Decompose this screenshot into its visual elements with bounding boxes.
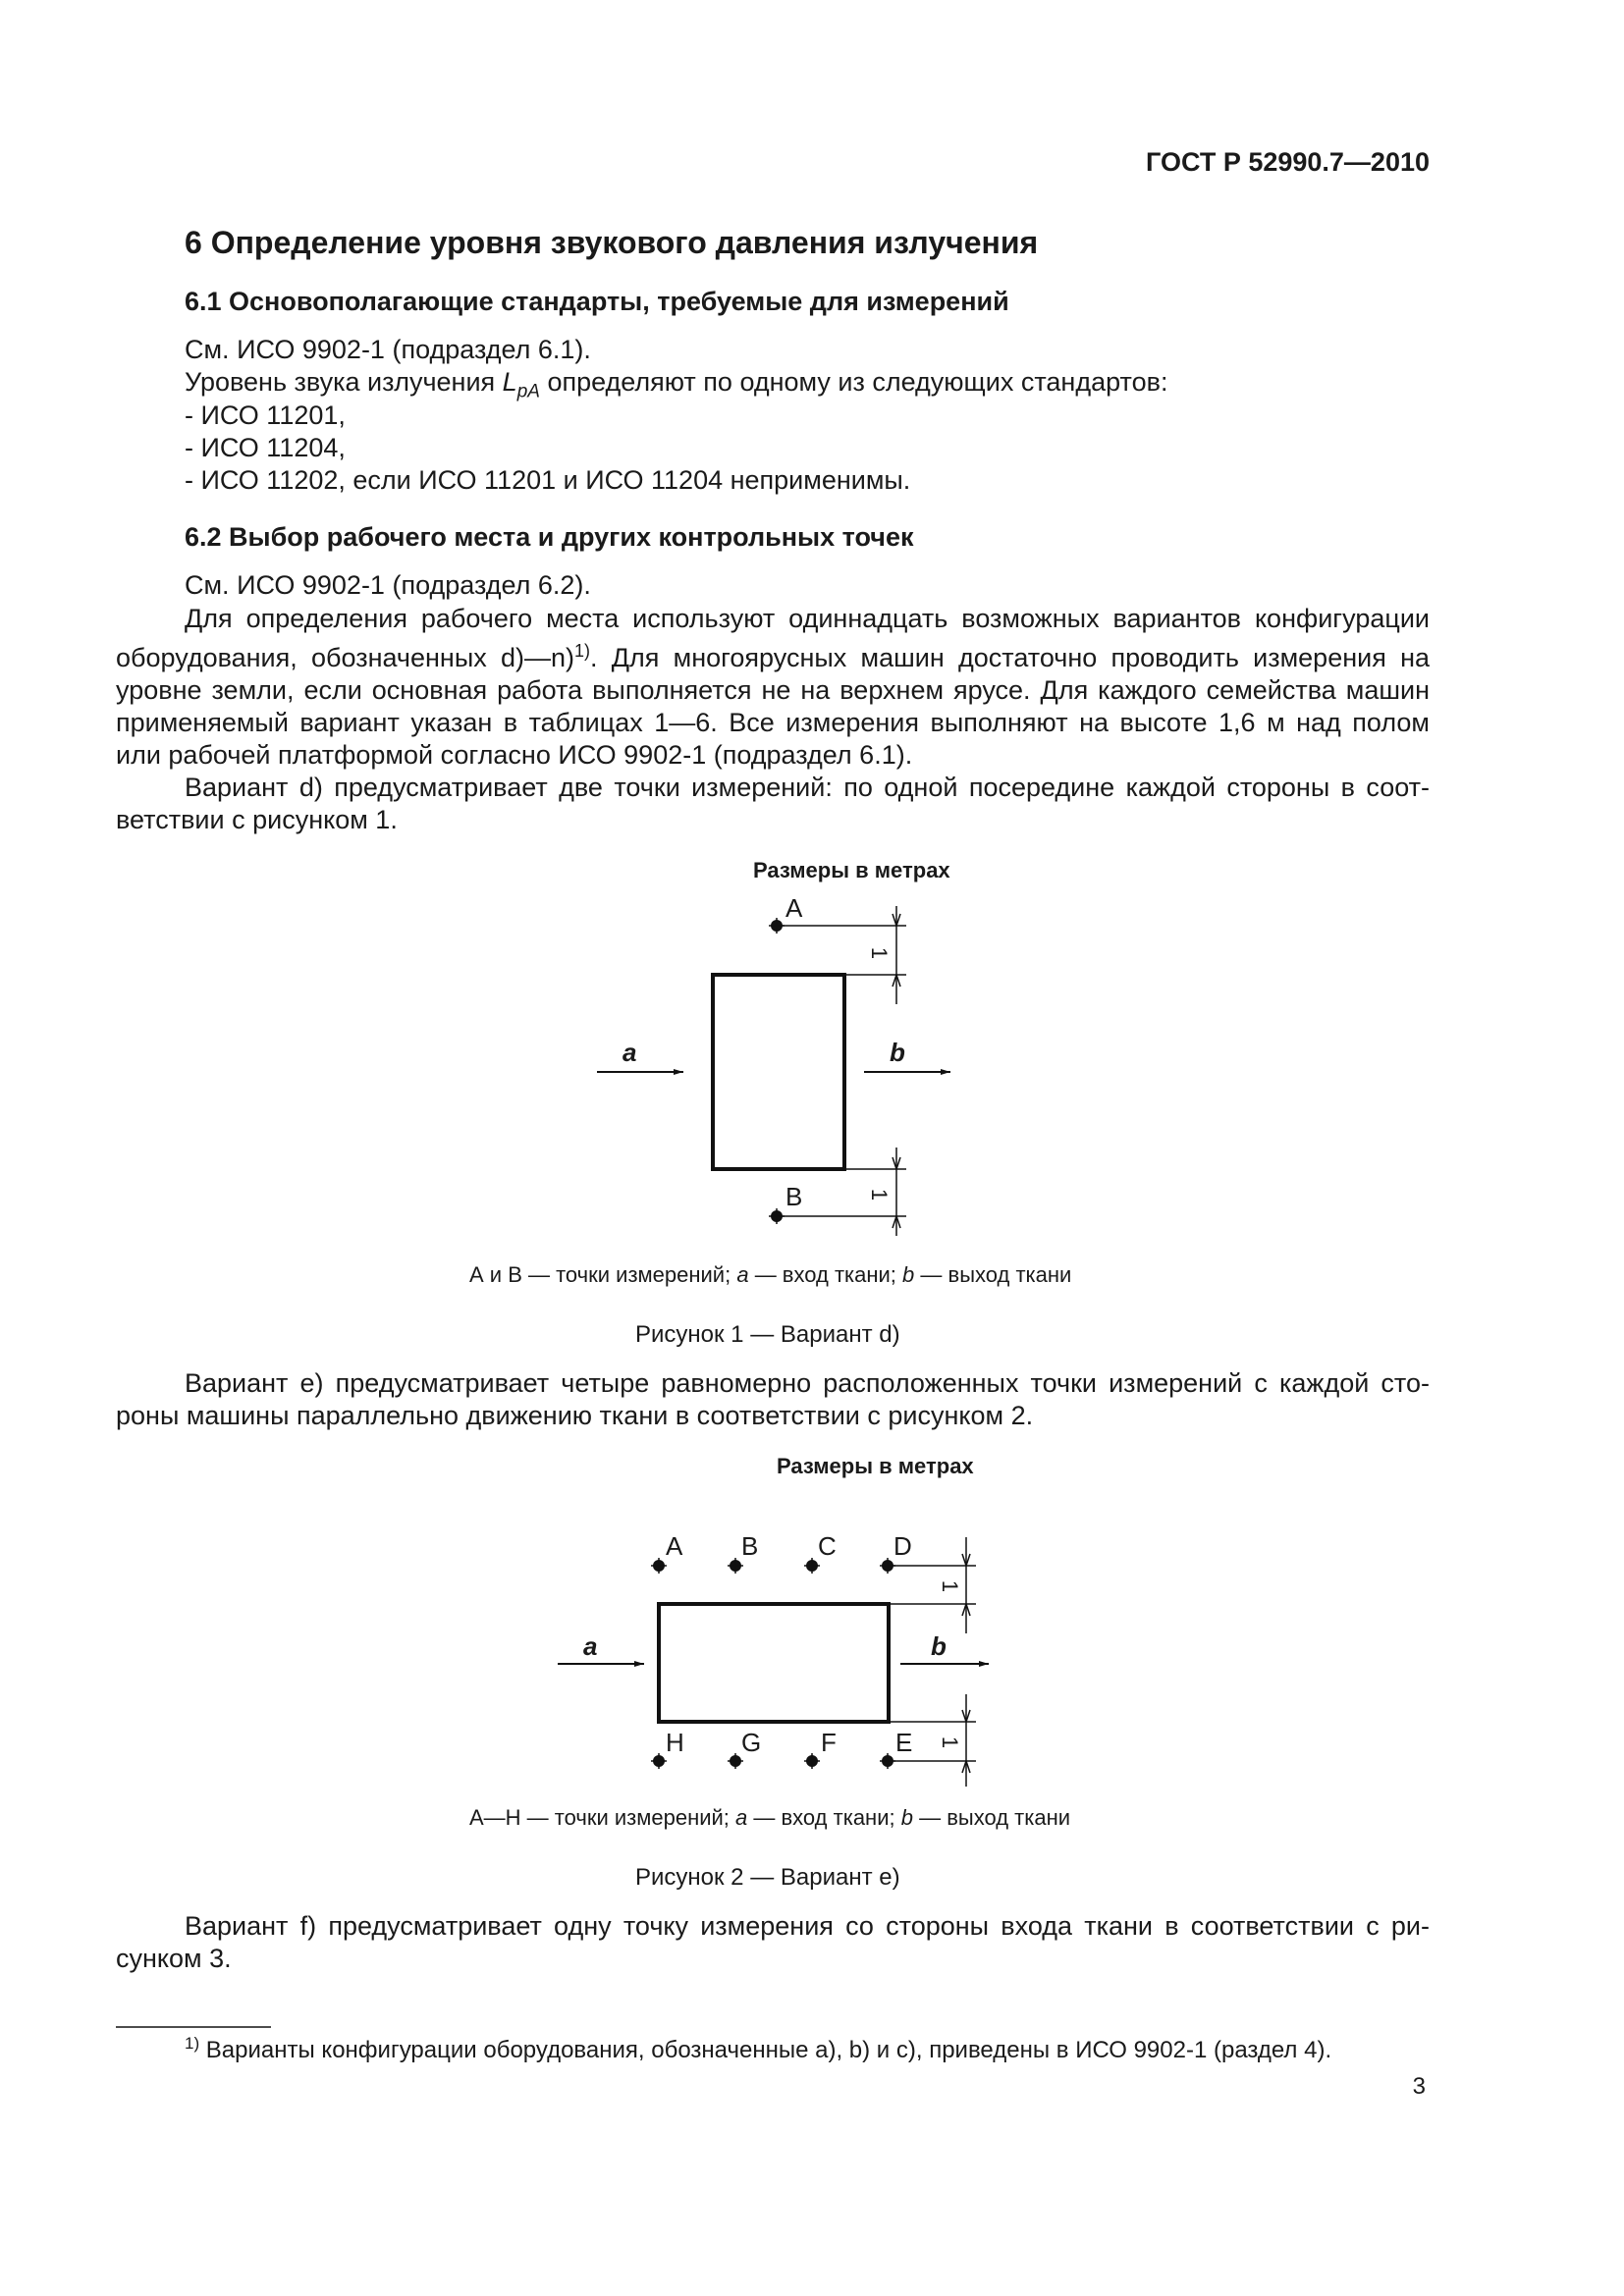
list-item: - ИСО 11201, (185, 400, 346, 430)
para-line: Вариант f) предусматривает одну точку измерения со стороны входа ткани в соответствии с ри- (185, 1911, 1430, 1941)
point-marker (651, 1558, 667, 1574)
para-line: Вариант е) предусматривает четыре равномерно расположенных точки измерений с каждой сто- (185, 1368, 1430, 1398)
para-variant-f (116, 1910, 1430, 1975)
section-title: 6 Определение уровня звукового давления излучения (185, 225, 1039, 260)
para-line: Для определения рабочего места используют одиннадцать возможных вариантов конфигурации (185, 604, 1430, 633)
footnote (185, 2034, 1331, 2064)
footnote-mark: 1) (185, 2034, 200, 2053)
arrow-out-label: b (890, 1038, 905, 1067)
para-line: или рабочей платформой согласно ИСО 9902-1 (подраздел 6.1). (116, 740, 913, 770)
point-label-B: B (785, 1182, 803, 1211)
point-marker (651, 1753, 667, 1769)
bottom-points (651, 1753, 895, 1769)
point-marker (804, 1753, 820, 1769)
para-line: сунком 3. (116, 1944, 232, 1973)
symbol-sub: pA (516, 381, 540, 402)
list-item: - ИСО 11204, (185, 433, 346, 462)
point-label-G: G (741, 1728, 762, 1757)
para-line: Вариант d) предусматривает две точки измерений: по одной посередине каждой стороны в соот- (185, 773, 1430, 802)
figure1-legend: А и В — точки измерений; a — вход ткани; b — выход ткани (469, 1262, 1072, 1287)
point-label-E: E (895, 1728, 913, 1757)
footnote-ref: 1) (574, 641, 591, 661)
page-number: 3 (1412, 2073, 1426, 2100)
point-label-D: D (893, 1531, 912, 1561)
subsection-6-2-title: 6.2 Выбор рабочего места и других контрольных точек (185, 522, 914, 552)
s61-reference: См. ИСО 9902-1 (подраздел 6.1). (185, 335, 591, 364)
dim-value-bottom: 1 (938, 1735, 963, 1749)
dim-value-A: 1 (867, 946, 893, 960)
arrow-in-label: a (623, 1038, 637, 1067)
para-line: ветствии с рисунком 1. (116, 805, 398, 834)
arrow-in-label-2: a (583, 1631, 598, 1661)
para-variant-e (116, 1367, 1430, 1432)
figure2-legend: А—Н — точки измерений; a — вход ткани; b — выход ткани (469, 1805, 1071, 1830)
figure1-dims-label: Размеры в метрах (753, 858, 950, 882)
dim-value-top: 1 (938, 1579, 963, 1593)
list-item: - ИСО 11202, если ИСО 11201 и ИСО 11204 неприменимы. (185, 465, 911, 495)
subsection-6-1-title: 6.1 Основополагающие стандарты, требуемые для измерений (185, 287, 1009, 316)
machine-rect-2 (659, 1604, 889, 1722)
para-line: оборудования, обозначенных d)—n)$^{1)}$. Для многоярусных машин достаточно проводить измерения на (116, 641, 1430, 672)
document-id: ГОСТ Р 52990.7—2010 (1146, 147, 1430, 177)
point-label-A: A (785, 893, 803, 923)
machine-rect (713, 975, 844, 1169)
para-line: применяемый вариант указан в таблицах 1—6. Все измерения выполняют на высоте 1,6 м над полом (116, 708, 1430, 737)
point-label-F: F (821, 1728, 837, 1757)
footnote-text: Варианты конфигурации оборудования, обозначенные a), b) и c), приведены в ИСО 9902-1 (раздел 4). (205, 2037, 1332, 2063)
para-line: роны машины параллельно движению ткани в соответствии с рисунком 2. (116, 1401, 1034, 1430)
point-label-C: C (818, 1531, 837, 1561)
top-points (651, 1558, 895, 1574)
arrow-out-label-2: b (931, 1631, 947, 1661)
s61-line-post: определяют по одному из следующих стандартов: (539, 367, 1168, 397)
figure2-caption: Рисунок 2 — Вариант е) (635, 1864, 900, 1891)
dim-value-B: 1 (867, 1188, 893, 1201)
s61-line-pre: Уровень звука излучения (185, 367, 503, 397)
para-line: уровне земли, если основная работа выполняется не на верхнем ярусе. Для каждого семейства машин (116, 675, 1430, 705)
point-label-A: A (666, 1531, 683, 1561)
symbol-L: L (502, 367, 517, 397)
point-label-B: B (741, 1531, 759, 1561)
figure2-dims-label: Размеры в метрах (777, 1454, 974, 1478)
figure1-caption: Рисунок 1 — Вариант d) (635, 1321, 900, 1348)
s62-reference: См. ИСО 9902-1 (подраздел 6.2). (185, 570, 591, 600)
point-label-H: H (666, 1728, 684, 1757)
